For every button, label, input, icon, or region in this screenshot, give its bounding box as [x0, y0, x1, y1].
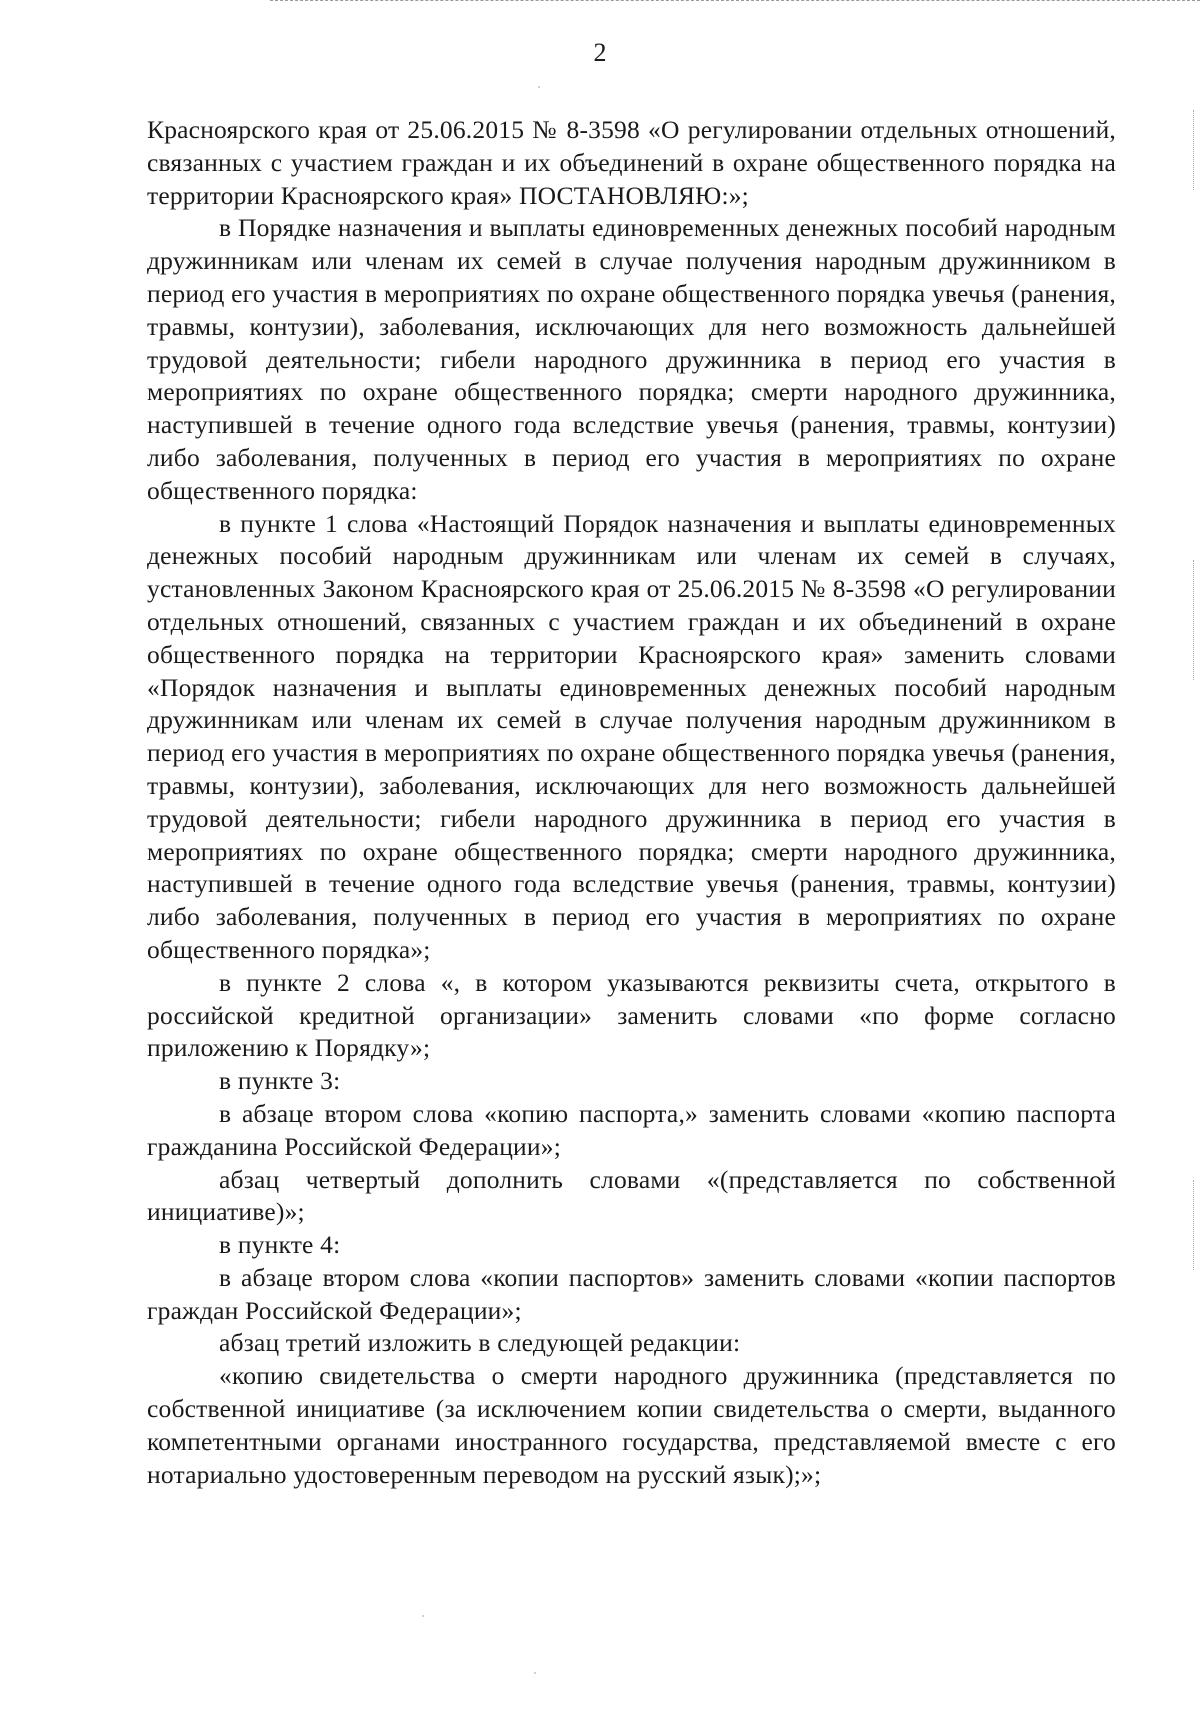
document-body	[147, 114, 1116, 1491]
scan-speck	[534, 1672, 536, 1674]
page-number: 2	[593, 38, 607, 67]
paragraph-11: «копию свидетельства о смерти народного дружинника (представляется по собственной инициативе (за исключением копии свидетельства о смерти, выданного компетентными органами иностранного государства, представляемой вместе с его нотариально удостоверенным переводом на русский язык);»;	[147, 1361, 1116, 1489]
paragraph-9: в абзаце втором слова «копии паспортов» заменить словами «копии паспортов граждан Российской Федерации»;	[147, 1262, 1116, 1325]
paragraph-4: в пункте 2 слова «, в котором указываются реквизиты счета, открытого в российской кредитной организации» заменить словами «по форме согласно приложению к Порядку»;	[147, 967, 1116, 1063]
scan-margin-mark	[1193, 560, 1194, 680]
scan-top-edge	[270, 0, 1200, 1]
scan-margin-mark	[1193, 110, 1194, 190]
paragraph-8: в пункте 4:	[219, 1230, 341, 1260]
paragraph-3: в пункте 1 слова «Настоящий Порядок назначения и выплаты единовременных денежных пособий народным дружинникам или членам их семей в случаях, установленных Законом Красноярского края от 25.06.2015 № 8-3598 «О регулировании отдельных отношений, связанных с участием граждан и их объединений в охране общественного порядка на территории Красноярского края» заменить словами «Порядок назначения и выплаты единовременных денежных пособий народным дружинникам или членам их семей в случае получения народным дружинником в период его участия в мероприятиях по охране общественного порядка увечья (ранения, травмы, контузии), заболевания, исключающих для него возможность дальнейшей трудовой деятельности; гибели народного дружинника в период его участия в мероприятиях по охране общественного порядка; смерти народного дружинника, наступившей в течение одного года вследствие увечья (ранения, травмы, контузии) либо заболевания, полученных в период его участия в мероприятиях по охране общественного порядка»;	[147, 508, 1116, 964]
scan-speck	[538, 86, 540, 88]
paragraph-1: Красноярского края от 25.06.2015 № 8-3598 «О регулировании отдельных отношений, связанных с участием граждан и их объединений в охране общественного порядка на территории Красноярского края» ПОСТАНОВЛЯЮ:»;	[147, 115, 1116, 210]
paragraph-5: в пункте 3:	[219, 1066, 341, 1096]
paragraph-2: в Порядке назначения и выплаты единовременных денежных пособий народным дружинникам или членам их семей в случае получения народным дружинником в период его участия в мероприятиях по охране общественного порядка увечья (ранения, травмы, контузии), заболевания, исключающих для него возможность дальнейшей трудовой деятельности; гибели народного дружинника в период его участия в мероприятиях по охране общественного порядка; смерти народного дружинника, наступившей в течение одного года вследствие увечья (ранения, травмы, контузии) либо заболевания, полученных в период его участия в мероприятиях по охране общественного порядка:	[147, 213, 1116, 505]
paragraph-7: абзац четвертый дополнить словами «(представляется по собственной инициативе)»;	[147, 1164, 1116, 1227]
scan-margin-mark	[1193, 1180, 1194, 1270]
paragraph-6: в абзаце втором слова «копию паспорта,» заменить словами «копию паспорта гражданина Российской Федерации»;	[147, 1098, 1116, 1161]
scan-speck	[422, 1615, 424, 1617]
paragraph-10: абзац третий изложить в следующей редакции:	[219, 1328, 741, 1358]
